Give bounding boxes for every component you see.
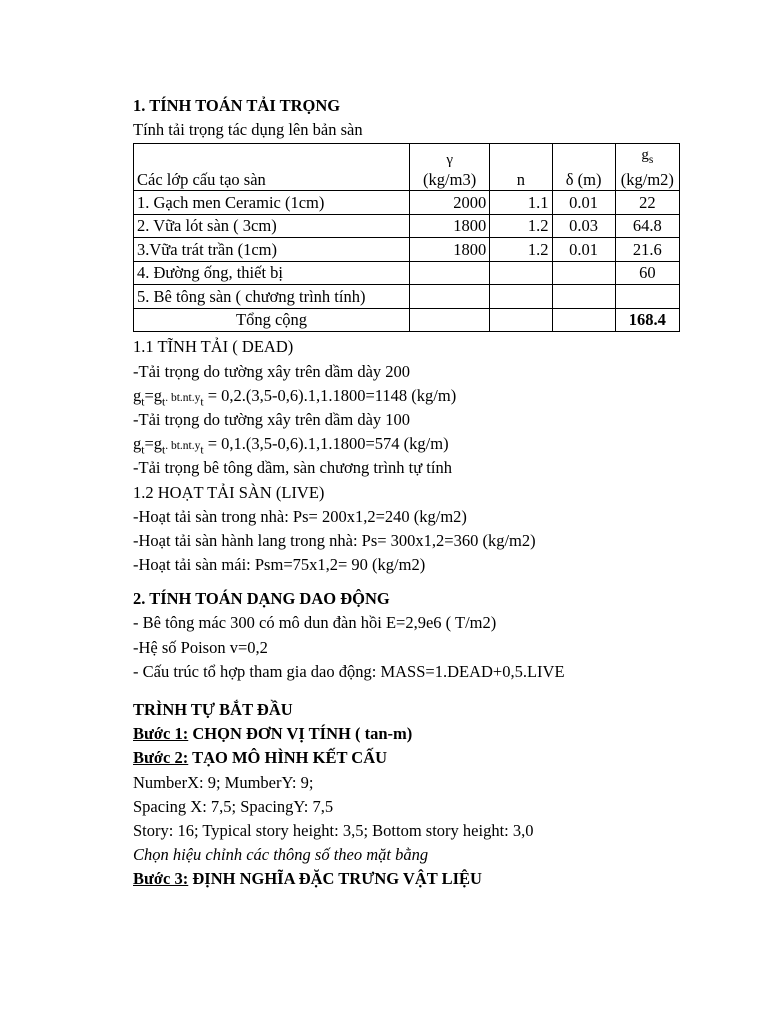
row-name: 5. Bê tông sàn ( chương trình tính) bbox=[134, 285, 410, 309]
row-gs: 22 bbox=[615, 191, 679, 215]
row-gs bbox=[615, 285, 679, 309]
row-gamma: 1800 bbox=[410, 214, 490, 238]
row-gamma: 1800 bbox=[410, 238, 490, 262]
dead-concrete-label: -Tải trọng bê tông dầm, sàn chương trình tự tính bbox=[133, 458, 452, 478]
row-n: 1.2 bbox=[490, 214, 552, 238]
row-delta bbox=[552, 285, 615, 309]
dead-title: 1.1 TĨNH TẢI ( DEAD) bbox=[133, 337, 294, 357]
row-gamma bbox=[410, 261, 490, 285]
row-n: 1.1 bbox=[490, 191, 552, 215]
section2-line: - Cấu trúc tổ hợp tham gia dao động: MASS=1.DEAD+0,5.LIVE bbox=[133, 661, 565, 681]
dead-wall100-label: -Tải trọng do tường xây trên dầm dày 100 bbox=[133, 409, 411, 429]
step3: Bước 3: ĐỊNH NGHĨA ĐẶC TRƯNG VẬT LIỆU bbox=[133, 869, 482, 889]
total-empty-cell bbox=[552, 308, 615, 332]
header-n: n bbox=[490, 144, 552, 191]
table-row bbox=[134, 191, 680, 215]
header-gs bbox=[615, 144, 679, 191]
sequence-title: TRÌNH TỰ BẮT ĐẦU bbox=[133, 700, 293, 719]
step2: Bước 2: TẠO MÔ HÌNH KẾT CẤU bbox=[133, 748, 388, 768]
table-row bbox=[134, 261, 680, 285]
live-item: -Hoạt tải sàn hành lang trong nhà: Ps= 300x1,2=360 (kg/m2) bbox=[133, 530, 536, 550]
table-row bbox=[134, 214, 680, 238]
table-row bbox=[134, 238, 680, 262]
row-n bbox=[490, 285, 552, 309]
row-delta: 0.03 bbox=[552, 214, 615, 238]
total-empty-cell bbox=[410, 308, 490, 332]
section2-title: 2. TÍNH TOÁN DẠNG DAO ĐỘNG bbox=[133, 589, 390, 609]
section2-line: -Hệ số Poison v=0,2 bbox=[133, 637, 268, 657]
document-content bbox=[133, 94, 733, 892]
row-gamma: 2000 bbox=[410, 191, 490, 215]
spacing-line: Spacing X: 7,5; SpacingY: 7,5 bbox=[133, 796, 334, 816]
note-line: Chọn hiệu chỉnh các thông số theo mặt bằng bbox=[133, 845, 429, 865]
gs-unit: (kg/m2) bbox=[620, 170, 674, 190]
story-line: Story: 16; Typical story height: 3,5; Bottom story height: 3,0 bbox=[133, 820, 534, 840]
row-gamma bbox=[410, 285, 490, 309]
gamma-unit: (kg/m3) bbox=[423, 170, 477, 190]
row-gs: 60 bbox=[615, 261, 679, 285]
dead-wall100-formula: $g_t=g_t$. $bt.nt.y_t = 0,1.(3,5-0,6).1,1.1800=574$ (kg/m) bbox=[133, 434, 449, 457]
row-name: 3.Vữa trát trần (1cm) bbox=[134, 238, 410, 262]
gs-symbol: $g_s$ bbox=[641, 147, 654, 167]
row-name: 1. Gạch men Ceramic (1cm) bbox=[134, 191, 410, 215]
load-table bbox=[133, 143, 680, 332]
total-value: 168.4 bbox=[615, 308, 679, 332]
section1-subtitle: Tính tải trọng tác dụng lên bản sàn bbox=[133, 120, 363, 140]
live-title: 1.2 HOẠT TẢI SÀN (LIVE) bbox=[133, 482, 325, 502]
header-layers: Các lớp cấu tạo sàn bbox=[134, 144, 410, 191]
section1-title: 1. TÍNH TOÁN TẢI TRỌNG bbox=[133, 96, 341, 115]
row-delta bbox=[552, 261, 615, 285]
row-delta: 0.01 bbox=[552, 238, 615, 262]
row-gs: 64.8 bbox=[615, 214, 679, 238]
table-row bbox=[134, 285, 680, 309]
row-n bbox=[490, 261, 552, 285]
header-delta: δ (m) bbox=[552, 144, 615, 191]
row-name: 4. Đường ống, thiết bị bbox=[134, 261, 410, 285]
total-label: Tổng cộng bbox=[134, 308, 410, 332]
row-delta: 0.01 bbox=[552, 191, 615, 215]
header-gamma bbox=[410, 144, 490, 191]
table-total-row bbox=[134, 308, 680, 332]
dead-wall200-label: -Tải trọng do tường xây trên dầm dày 200 bbox=[133, 361, 411, 381]
total-empty-cell bbox=[490, 308, 552, 332]
table-header-row bbox=[134, 144, 680, 191]
row-name: 2. Vữa lót sàn ( 3cm) bbox=[134, 214, 410, 238]
dead-wall200-formula: $g_t=g_t$. $bt.nt.y_t = 0,2.(3,5-0,6).1,1.1800=1148$ (kg/m) bbox=[133, 385, 457, 409]
row-gs: 21.6 bbox=[615, 238, 679, 262]
section2-line: - Bê tông mác 300 có mô dun đàn hồi E=2,9e6 ( T/m2) bbox=[133, 613, 497, 633]
live-item: -Hoạt tải sàn trong nhà: Ps= 200x1,2=240 (kg/m2) bbox=[133, 506, 467, 526]
step1: Bước 1: CHỌN ĐƠN VỊ TÍNH ( tan-m) bbox=[133, 724, 413, 744]
live-item: -Hoạt tải sàn mái: Psm=75x1,2= 90 (kg/m2) bbox=[133, 555, 426, 575]
numbers-line: NumberX: 9; MumberY: 9; bbox=[133, 772, 314, 792]
gamma-symbol: γ bbox=[446, 152, 453, 169]
row-n: 1.2 bbox=[490, 238, 552, 262]
